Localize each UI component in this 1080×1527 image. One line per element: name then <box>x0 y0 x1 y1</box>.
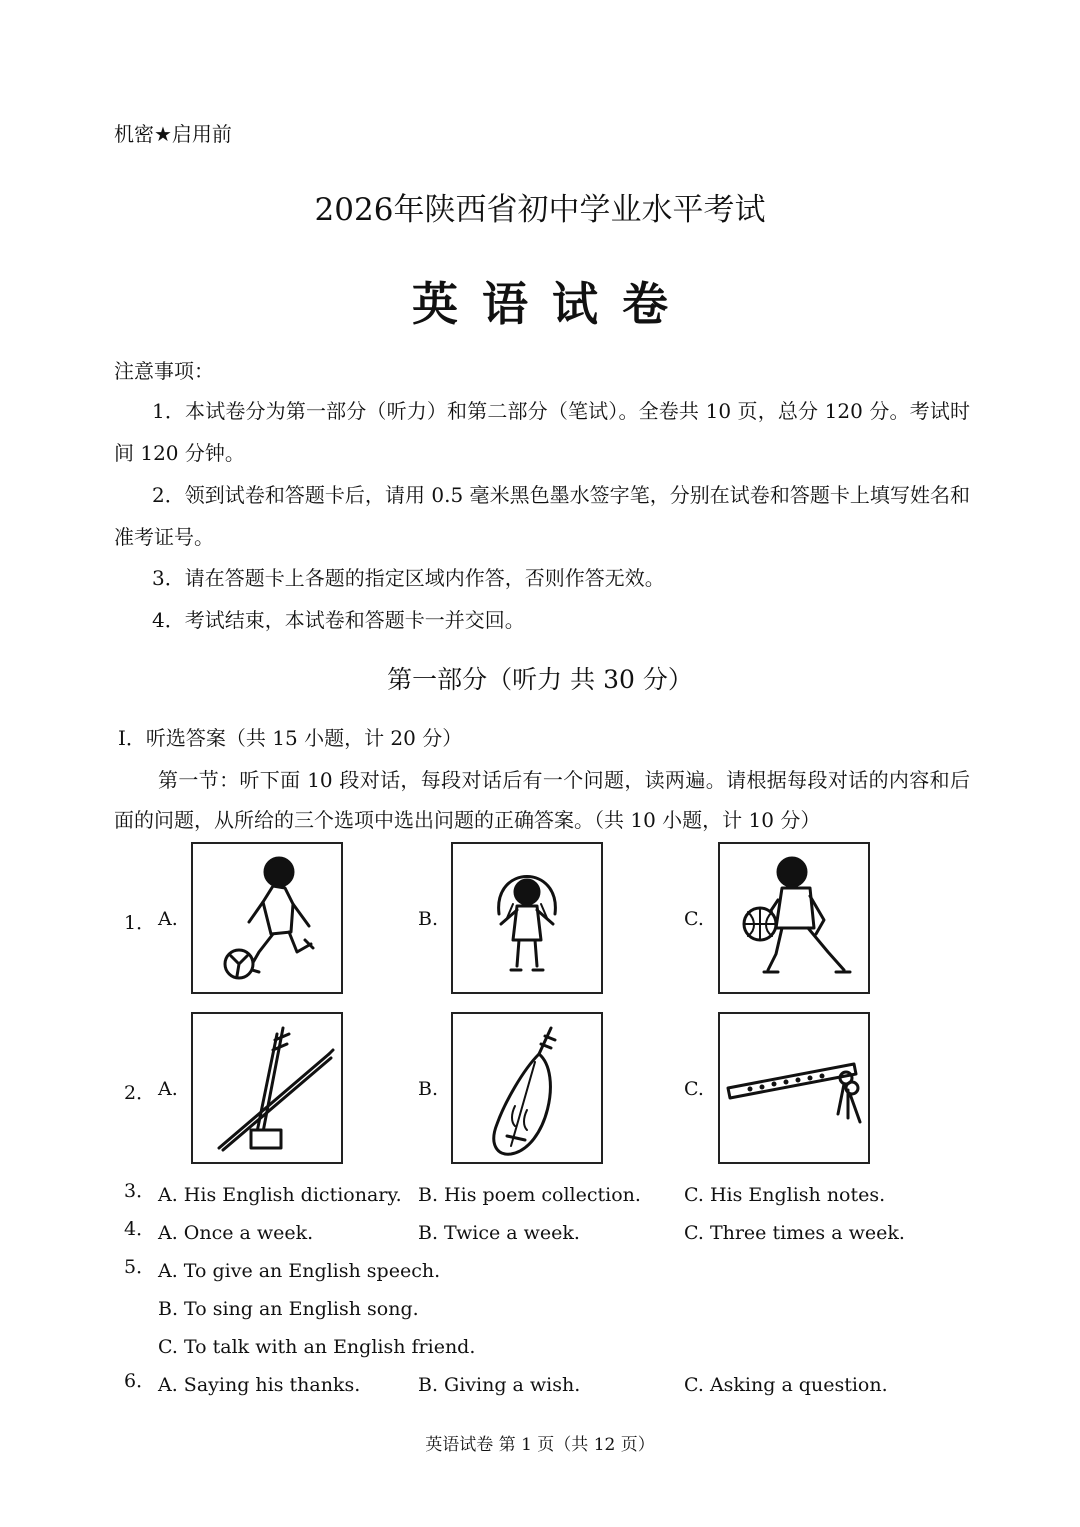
note-item: 1．本试卷分为第一部分（听力）和第二部分（笔试）。全卷共 10 页，总分 120 分。考试时间 120 分钟。 <box>114 399 970 465</box>
question-number: 6． <box>124 1370 156 1392</box>
option-label: B. <box>418 1078 439 1100</box>
section-one-instructions: 第一节：听下面 10 段对话，每段对话后有一个问题，读两遍。请根据每段对话的内容和后面的问题，从所给的三个选项中选出问题的正确答案。（共 10 小题，计 10 分） <box>114 768 970 832</box>
section-one-title: Ⅰ．听选答案（共 15 小题，计 20 分） <box>118 726 463 750</box>
option-c: C. To talk with an English friend. <box>158 1336 476 1358</box>
picture-erhu <box>191 1012 343 1164</box>
picture-boy-dribbling-basketball <box>718 842 870 994</box>
option-a: A. His English dictionary. <box>158 1184 402 1206</box>
option-a: A. To give an English speech. <box>158 1260 441 1282</box>
option-c: C. Asking a question. <box>684 1374 888 1396</box>
pipa-icon <box>453 1014 601 1162</box>
jump-rope-icon <box>453 844 601 992</box>
option-b: B. Twice a week. <box>418 1222 580 1244</box>
question-number: 1． <box>124 912 156 934</box>
option-b: B. To sing an English song. <box>158 1298 419 1320</box>
page-footer: 英语试卷 第 1 页（共 12 页） <box>425 1435 655 1455</box>
option-c: C. Three times a week. <box>684 1222 905 1244</box>
confidential-mark: 机密★启用前 <box>114 122 232 146</box>
question-number: 3． <box>124 1180 156 1202</box>
notes-heading: 注意事项： <box>114 359 214 383</box>
picture-flute <box>718 1012 870 1164</box>
erhu-icon <box>193 1014 341 1162</box>
exam-title: 2026年陕西省初中学业水平考试 <box>314 192 766 228</box>
note-item: 4．考试结束，本试卷和答题卡一并交回。 <box>152 608 525 632</box>
option-label: A. <box>158 908 178 930</box>
picture-pipa <box>451 1012 603 1164</box>
exam-subject: 英语试卷 <box>412 277 692 331</box>
option-label: C. <box>684 1078 704 1100</box>
flute-icon <box>720 1014 868 1162</box>
question-number: 2． <box>124 1082 156 1104</box>
note-item: 2．领到试卷和答题卡后，请用 0.5 毫米黑色墨水签字笔，分别在试卷和答题卡上填写姓名和准考证号。 <box>114 483 970 549</box>
option-b: B. His poem collection. <box>418 1184 641 1206</box>
football-player-icon <box>193 844 341 992</box>
question-number: 4． <box>124 1218 156 1240</box>
part-one-title: 第一部分（听力 共 30 分） <box>387 665 693 694</box>
picture-boy-kicking-football <box>191 842 343 994</box>
option-label: A. <box>158 1078 178 1100</box>
basketball-player-icon <box>720 844 868 992</box>
question-number: 5． <box>124 1256 156 1278</box>
note-item: 3．请在答题卡上各题的指定区域内作答，否则作答无效。 <box>152 566 665 590</box>
option-a: A. Once a week. <box>158 1222 314 1244</box>
picture-boy-jumping-rope <box>451 842 603 994</box>
option-a: A. Saying his thanks. <box>158 1374 361 1396</box>
option-label: B. <box>418 908 439 930</box>
option-label: C. <box>684 908 704 930</box>
option-b: B. Giving a wish. <box>418 1374 581 1396</box>
option-c: C. His English notes. <box>684 1184 886 1206</box>
